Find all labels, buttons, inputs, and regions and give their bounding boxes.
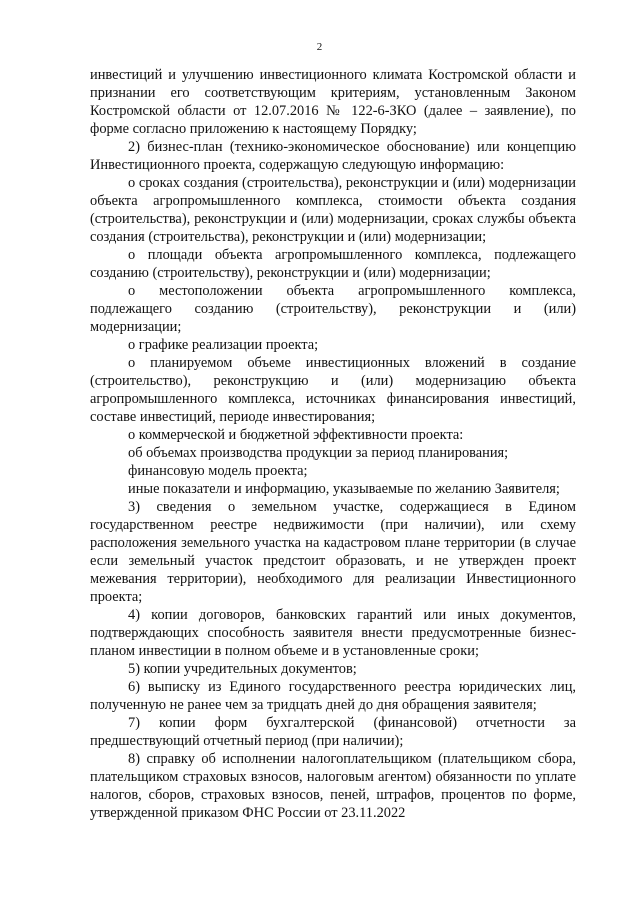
paragraph-production-volume: об объемах производства продукции за период планирования; [128,445,509,461]
paragraph-other-indicators: иные показатели и информацию, указываемые по желанию Заявителя; [128,481,560,497]
paragraph-item-4-contracts: 4) копии договоров, банковских гарантий или иных документов, подтверждающих способность заявителя внести предусмотренные бизнес-планом инвестиции в полном объеме и в установленные сроки; [90,607,576,659]
document-body [90,66,576,822]
paragraph-construction-terms: о сроках создания (строительства), реконструкции и (или) модернизации объекта агропромышленного комплекса, стоимости объекта создания (строительства), реконструкции и (или) модернизации, сроках службы объекта создания (строительства), реконструкции и (или) модернизации; [90,175,576,245]
paragraph-investment-volume: о планируемом объеме инвестиционных вложений в создание (строительство), реконструкцию и (или) модернизацию объекта агропромышленного комплекса, источниках финансирования инвестиций, составе инвестиций, периоде инвестирования; [90,355,576,425]
paragraph-financial-model: финансовую модель проекта; [128,463,308,479]
paragraph-efficiency: о коммерческой и бюджетной эффективности проекта: [128,427,464,443]
paragraph-object-area: о площади объекта агропромышленного комплекса, подлежащего созданию (строительству), реконструкции и (или) модернизации; [90,247,576,281]
paragraph-object-location: о местоположении объекта агропромышленного комплекса, подлежащего созданию (строительству), реконструкции и (или) модернизации; [90,283,576,335]
paragraph-application-intro: инвестиций и улучшению инвестиционного климата Костромской области и признании его соответствующим критериям, установленным Законом Костромской области от 12.07.2016 № 122-6-ЗКО (далее – заявление), по форме согласно приложению к настоящему Порядку; [90,67,576,137]
paragraph-item-2-business-plan: 2) бизнес-план (технико-экономическое обоснование) или концепцию Инвестиционного проекта, содержащую следующую информацию: [90,139,576,173]
paragraph-item-5-founding-docs: 5) копии учредительных документов; [128,661,357,677]
paragraph-item-7-financial-statements: 7) копии форм бухгалтерской (финансовой) отчетности за предшествующий отчетный период (при наличии); [90,715,576,749]
paragraph-item-3-land-plot: 3) сведения о земельном участке, содержащиеся в Едином государственном реестре недвижимости (при наличии), или схему расположения земельного участка на кадастровом плане территории (в случае если земельный участок предстоит образовать, и не утвержден проект межевания территории), необходимого для реализации Инвестиционного проекта; [90,499,576,605]
page-number: 2 [316,41,323,53]
paragraph-item-8-tax-certificate: 8) справку об исполнении налогоплательщиком (плательщиком сбора, плательщиком страховых взносов, налоговым агентом) обязанности по уплате налогов, сборов, страховых взносов, пеней, штрафов, процентов по форме, утвержденной приказом ФНС России от 23.11.2022 [90,751,576,821]
paragraph-project-schedule: о графике реализации проекта; [128,337,319,353]
paragraph-item-6-register-extract: 6) выписку из Единого государственного реестра юридических лиц, полученную не ранее чем за тридцать дней до дня обращения заявителя; [90,679,576,713]
